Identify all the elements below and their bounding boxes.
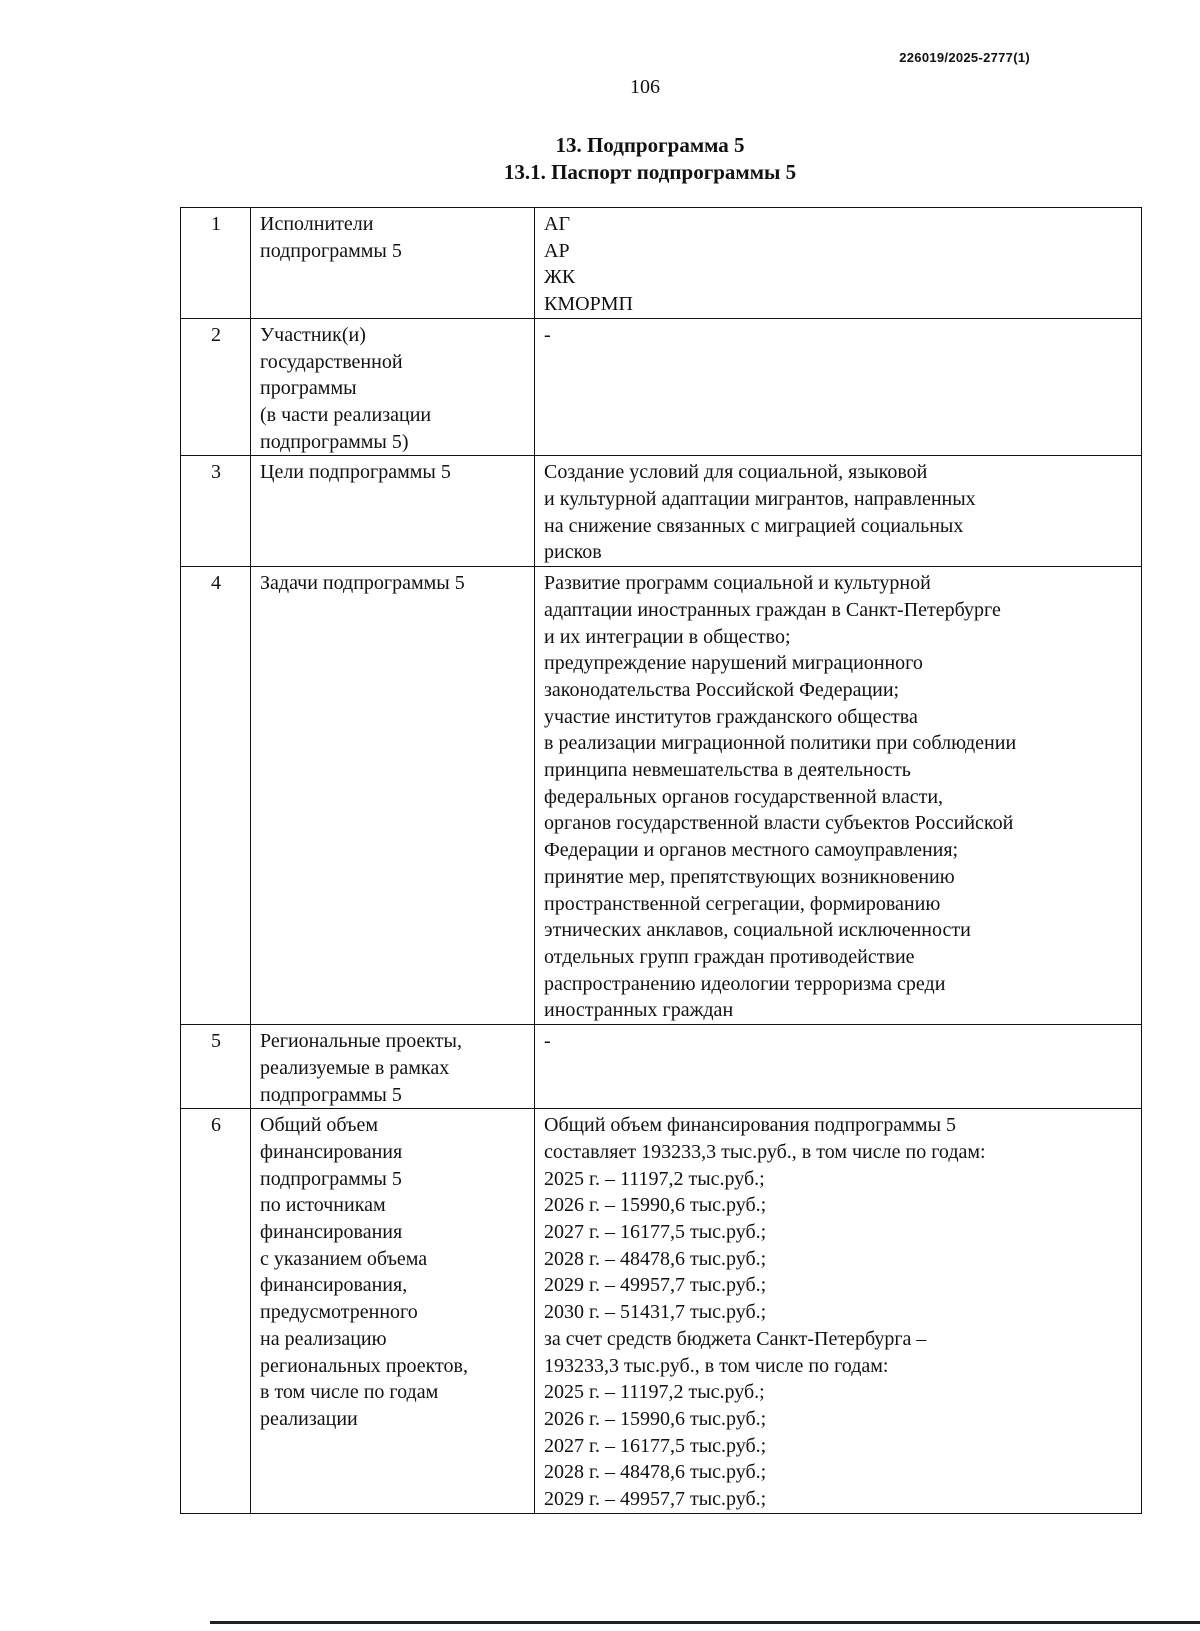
row-value-line: 2030 г. – 51431,7 тыс.руб.; — [544, 1301, 767, 1324]
row-value-line: ЖК — [544, 266, 576, 289]
row-label-line: подпрограммы 5 — [260, 1167, 402, 1190]
row-label-line: (в части реализации — [260, 403, 432, 426]
row-label-line: финансирования — [260, 1140, 403, 1163]
table-row — [181, 318, 1142, 456]
row-label-line: подпрограммы 5 — [260, 239, 402, 262]
row-number: 5 — [181, 1025, 251, 1109]
passport-table-body — [181, 208, 1142, 1514]
row-value-line: 2026 г. – 15990,6 тыс.руб.; — [544, 1407, 767, 1430]
row-value — [535, 208, 1142, 319]
row-value-line: на снижение связанных с миграцией социальных — [544, 514, 964, 537]
row-label-line: с указанием объема — [260, 1247, 428, 1270]
row-label — [251, 1109, 535, 1514]
row-value-line: 2025 г. – 11197,2 тыс.руб.; — [544, 1381, 765, 1404]
row-label-line: Участник(и) — [260, 323, 366, 346]
row-label-line: финансирования, — [260, 1274, 408, 1297]
row-value-line: 2027 г. – 16177,5 тыс.руб.; — [544, 1221, 767, 1244]
section-title: 13. Подпрограмма 5 — [555, 133, 745, 157]
passport-table — [180, 207, 1142, 1514]
row-value-line: АР — [544, 239, 570, 262]
row-label-line: Задачи подпрограммы 5 — [260, 572, 465, 595]
row-label — [251, 318, 535, 456]
row-label-line: региональных проектов, — [260, 1354, 468, 1377]
table-row — [181, 1025, 1142, 1109]
row-label-line: Общий объем — [260, 1114, 378, 1137]
row-value — [535, 1109, 1142, 1514]
row-number: 3 — [181, 456, 251, 567]
row-label-line: на реализацию — [260, 1327, 387, 1350]
table-row — [181, 456, 1142, 567]
row-value-line: Развитие программ социальной и культурной — [544, 572, 931, 595]
bottom-scan-edge — [210, 1621, 1200, 1624]
row-label-line: финансирования — [260, 1221, 403, 1244]
row-value-line: этнических анклавов, социальной исключенности — [544, 919, 971, 942]
row-number: 1 — [181, 208, 251, 319]
row-label — [251, 208, 535, 319]
row-value-line: принципа невмешательства в деятельность — [544, 759, 911, 782]
row-label-line: Цели подпрограммы 5 — [260, 461, 451, 484]
row-value-line: отдельных групп граждан противодействие — [544, 945, 915, 968]
row-value-line: АГ — [544, 213, 571, 235]
row-value-line: Общий объем финансирования подпрограммы 5 — [544, 1114, 957, 1137]
row-value-line: участие институтов гражданского общества — [544, 705, 918, 728]
row-value-line: 2029 г. – 49957,7 тыс.руб.; — [544, 1488, 767, 1511]
row-value-line: 2028 г. – 48478,6 тыс.руб.; — [544, 1247, 767, 1270]
row-number: 6 — [181, 1109, 251, 1514]
row-value-line: адаптации иностранных граждан в Санкт-Петербурге — [544, 598, 1001, 621]
row-label-line: предусмотренного — [260, 1301, 418, 1324]
row-value-line: 2025 г. – 11197,2 тыс.руб.; — [544, 1167, 765, 1190]
row-label-line: подпрограммы 5 — [260, 1083, 402, 1106]
page-number: 106 — [630, 76, 660, 98]
row-value-line: и культурной адаптации мигрантов, направленных — [544, 488, 976, 511]
document-id: 226019/2025-2777(1) — [899, 50, 1030, 65]
row-value-line: иностранных граждан — [544, 999, 734, 1022]
row-value-line: 193233,3 тыс.руб., в том числе по годам: — [544, 1354, 889, 1377]
row-label — [251, 567, 535, 1025]
row-value-line: Федерации и органов местного самоуправления; — [544, 839, 959, 862]
row-value-line: в реализации миграционной политики при соблюдении — [544, 732, 1017, 755]
row-label-line: Исполнители — [260, 213, 374, 235]
row-value-line: 2028 г. – 48478,6 тыс.руб.; — [544, 1461, 767, 1484]
row-label — [251, 456, 535, 567]
row-value-line: 2027 г. – 16177,5 тыс.руб.; — [544, 1434, 767, 1457]
row-value-line: 2026 г. – 15990,6 тыс.руб.; — [544, 1194, 767, 1217]
row-label-line: Региональные проекты, — [260, 1030, 462, 1053]
row-label-line: подпрограммы 5) — [260, 430, 409, 453]
row-value-line: Создание условий для социальной, языковой — [544, 461, 928, 484]
row-value-line: органов государственной власти субъектов Российской — [544, 812, 1014, 835]
row-value-line: рисков — [544, 541, 602, 564]
row-value-line: предупреждение нарушений миграционного — [544, 652, 923, 675]
row-value-line: распространению идеологии терроризма среди — [544, 972, 946, 995]
row-value — [535, 567, 1142, 1025]
row-value-line: законодательства Российской Федерации; — [544, 678, 900, 701]
row-value — [535, 318, 1142, 456]
row-label-line: реализуемые в рамках — [260, 1056, 450, 1079]
row-label-line: реализации — [260, 1407, 358, 1430]
row-label-line: государственной — [260, 350, 403, 373]
row-value-line: 2029 г. – 49957,7 тыс.руб.; — [544, 1274, 767, 1297]
row-value — [535, 456, 1142, 567]
table-row — [181, 1109, 1142, 1514]
row-value-line: за счет средств бюджета Санкт-Петербурга – — [544, 1327, 927, 1350]
row-number: 4 — [181, 567, 251, 1025]
row-value-line: принятие мер, препятствующих возникновению — [544, 865, 955, 888]
row-value — [535, 1025, 1142, 1109]
row-value-line: и их интеграции в общество; — [544, 625, 791, 648]
row-label — [251, 1025, 535, 1109]
row-label-line: в том числе по годам — [260, 1381, 439, 1404]
row-value-line: пространственной сегрегации, формированию — [544, 892, 941, 915]
row-label-line: программы — [260, 377, 357, 400]
row-value-line: - — [544, 323, 551, 346]
table-row — [181, 567, 1142, 1025]
row-value-line: - — [544, 1030, 551, 1053]
row-value-line: КМОРМП — [544, 293, 633, 316]
table-row — [181, 208, 1142, 319]
subsection-title: 13.1. Паспорт подпрограммы 5 — [503, 160, 797, 184]
row-value-line: федеральных органов государственной власти, — [544, 785, 944, 808]
row-value-line: составляет 193233,3 тыс.руб., в том числе по годам: — [544, 1140, 986, 1163]
row-label-line: по источникам — [260, 1194, 386, 1217]
row-number: 2 — [181, 318, 251, 456]
